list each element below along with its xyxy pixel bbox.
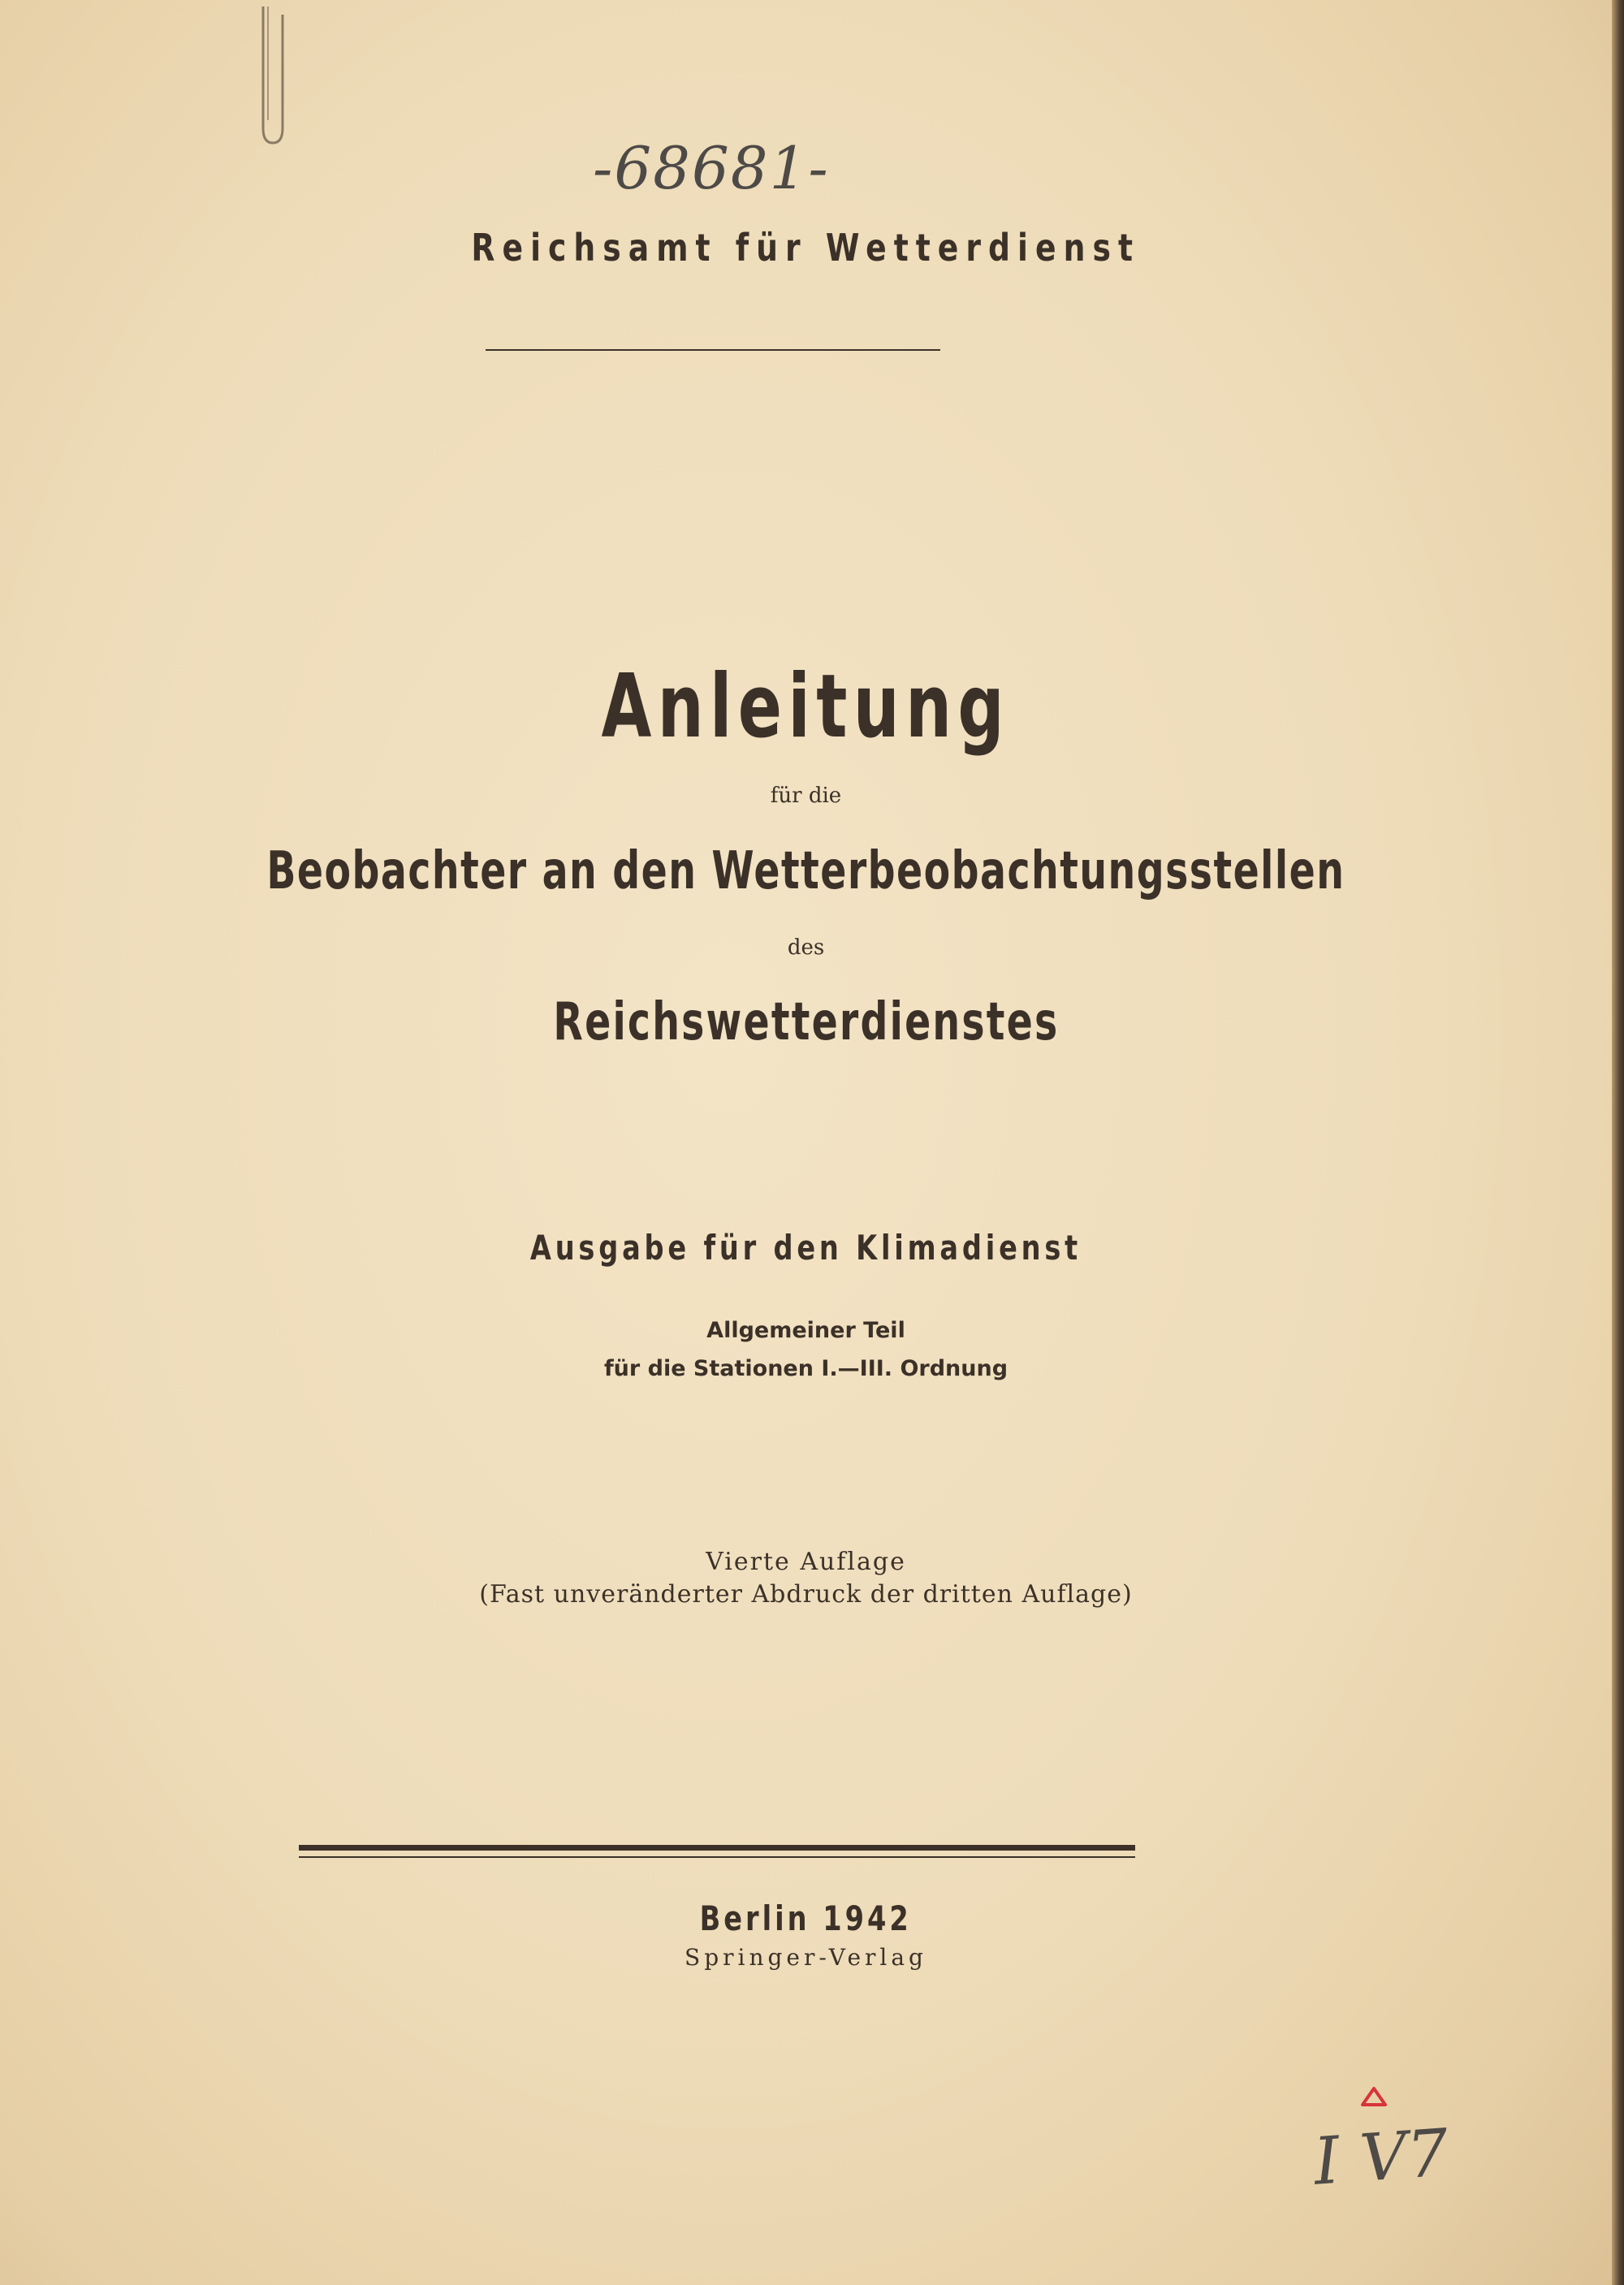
subtitle-2: Reichswetterdienstes <box>553 992 1059 1052</box>
place-year: Berlin 1942 <box>699 1898 913 1938</box>
institution-name: Reichsamt für Wetterdienst <box>471 226 1141 270</box>
footer-rule-thick <box>299 1845 1135 1851</box>
publisher: Springer-Verlag <box>685 1944 927 1971</box>
edition-note: (Fast unveränderter Abdruck der dritten Auflage) <box>479 1580 1133 1609</box>
page-edge-shadow <box>1612 0 1624 2285</box>
stations-label: für die Stationen I.—III. Ordnung <box>603 1356 1009 1381</box>
shelf-mark: I V7 <box>1311 2114 1451 2200</box>
connector-fuer-die: für die <box>770 784 842 808</box>
footer-rule-thin <box>299 1856 1135 1858</box>
section-label: Allgemeiner Teil <box>706 1318 905 1343</box>
edition: Vierte Auflage <box>706 1548 906 1576</box>
subtitle: Beobachter an den Wetterbeobachtungsstellen <box>266 841 1345 901</box>
red-triangle-mark <box>1358 2084 1390 2110</box>
paper-clip-mark <box>257 6 289 145</box>
accession-number: -68681- <box>593 134 830 202</box>
title: Anleitung <box>601 656 1011 758</box>
edition-type: Ausgabe für den Klimadienst <box>529 1228 1082 1268</box>
connector-des: des <box>787 935 825 960</box>
header-rule <box>486 349 940 351</box>
